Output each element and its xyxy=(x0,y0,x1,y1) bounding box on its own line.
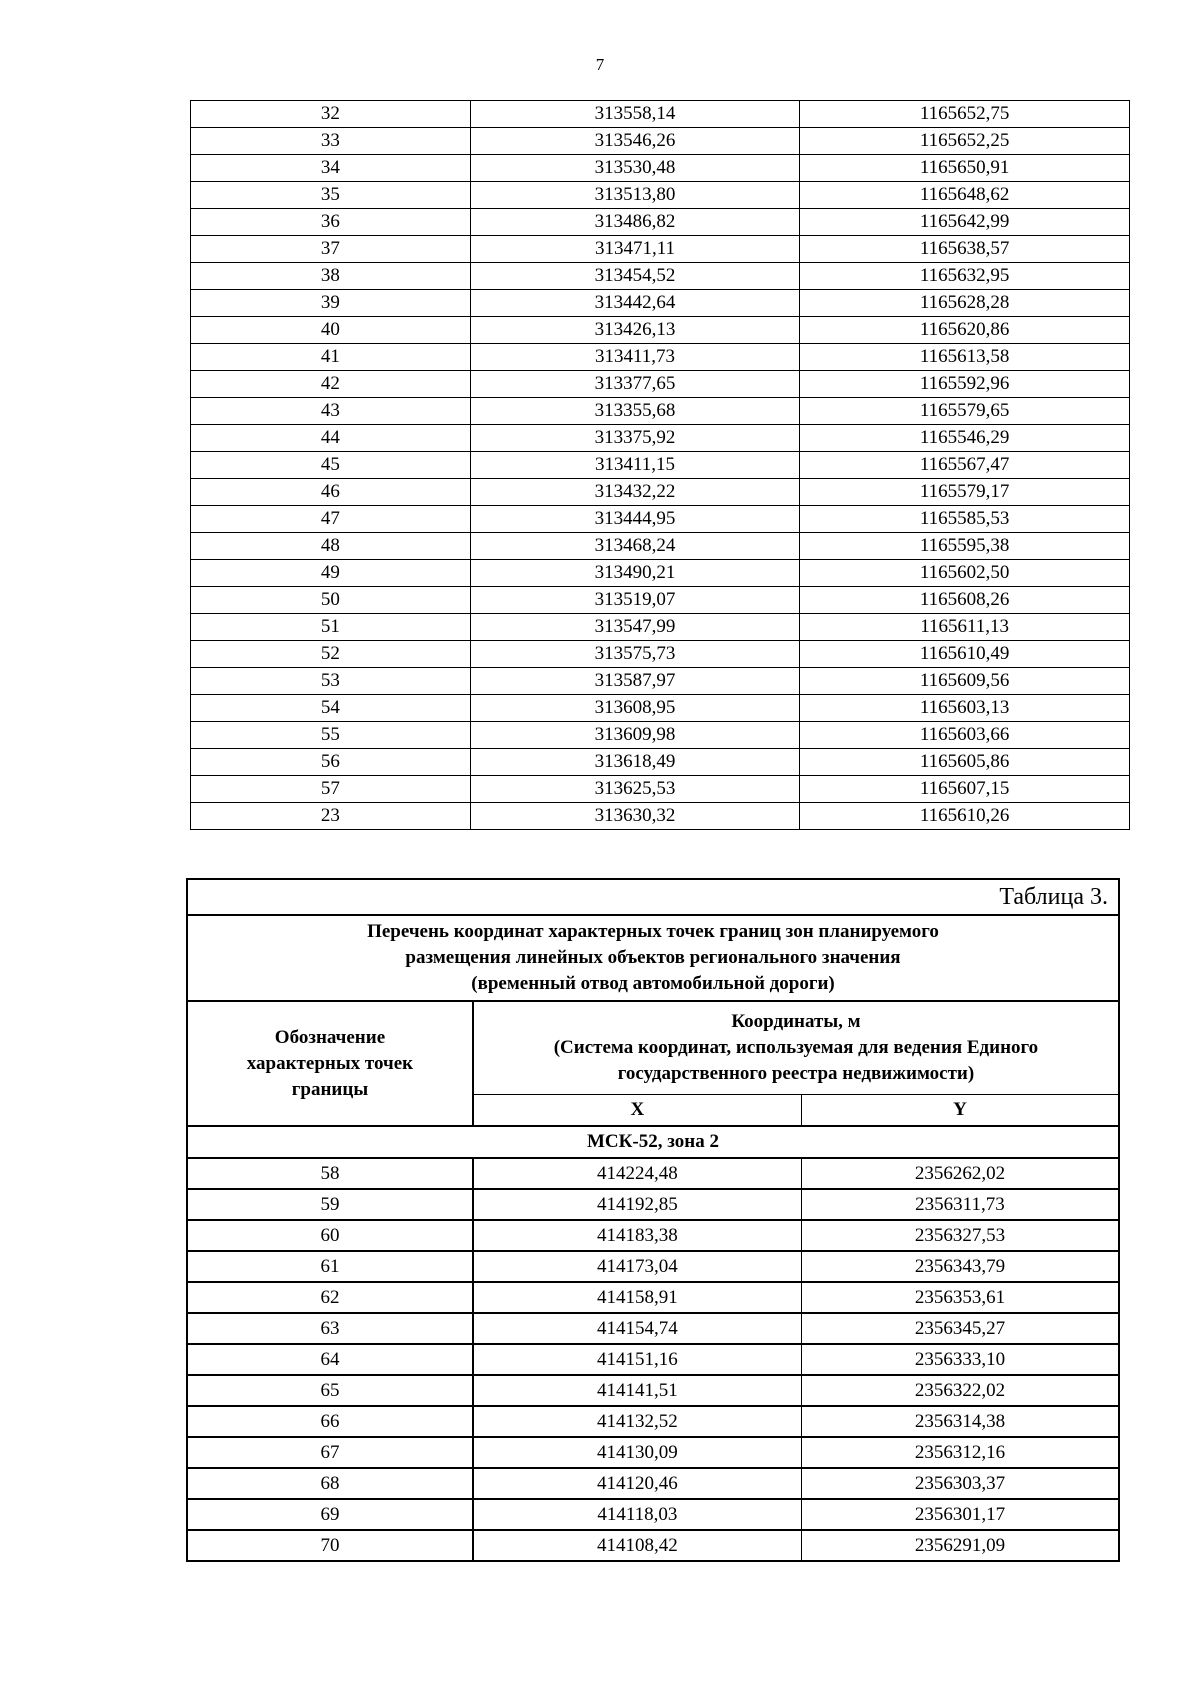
cell-x: 313530,48 xyxy=(470,155,800,182)
header-line: Координаты, м xyxy=(731,1011,861,1032)
cell-point: 38 xyxy=(191,263,471,290)
cell-y: 2356327,53 xyxy=(801,1220,1119,1251)
cell-point: 69 xyxy=(187,1499,473,1530)
cell-point: 58 xyxy=(187,1158,473,1189)
table-row xyxy=(191,128,1130,155)
table-row xyxy=(187,1251,1119,1282)
table-3 xyxy=(186,878,1120,1562)
table-row xyxy=(191,803,1130,830)
cell-x: 414183,38 xyxy=(473,1220,801,1251)
table-row xyxy=(187,1282,1119,1313)
table-row xyxy=(187,1406,1119,1437)
table-row xyxy=(191,668,1130,695)
table-row xyxy=(191,506,1130,533)
header-line: государственного реестра недвижимости) xyxy=(617,1063,975,1084)
header-line: Обозначение xyxy=(274,1026,386,1048)
cell-point: 57 xyxy=(191,776,471,803)
cell-point: 63 xyxy=(187,1313,473,1344)
cell-point: 70 xyxy=(187,1530,473,1561)
cell-point: 61 xyxy=(187,1251,473,1282)
table-row xyxy=(191,533,1130,560)
cell-point: 36 xyxy=(191,209,471,236)
table-row xyxy=(191,722,1130,749)
column-y-header: Y xyxy=(801,1095,1119,1127)
cell-y: 2356314,38 xyxy=(801,1406,1119,1437)
cell-point: 41 xyxy=(191,344,471,371)
cell-point: 50 xyxy=(191,587,471,614)
cell-x: 414141,51 xyxy=(473,1375,801,1406)
table-title-line: размещения линейных объектов регионального значения xyxy=(405,947,901,968)
table-title xyxy=(187,915,1119,1001)
table-row xyxy=(191,425,1130,452)
cell-point: 34 xyxy=(191,155,471,182)
cell-point: 67 xyxy=(187,1437,473,1468)
cell-x: 313355,68 xyxy=(470,398,800,425)
cell-point: 32 xyxy=(191,101,471,128)
cell-x: 414108,42 xyxy=(473,1530,801,1561)
table-row xyxy=(187,1437,1119,1468)
cell-y: 1165628,28 xyxy=(800,290,1130,317)
cell-y: 1165652,75 xyxy=(800,101,1130,128)
coordinates-table-body xyxy=(191,101,1130,830)
cell-x: 414120,46 xyxy=(473,1468,801,1499)
cell-x: 313546,26 xyxy=(470,128,800,155)
table-row xyxy=(191,263,1130,290)
cell-y: 1165546,29 xyxy=(800,425,1130,452)
cell-point: 49 xyxy=(191,560,471,587)
page-number: 7 xyxy=(595,55,605,74)
cell-x: 313411,73 xyxy=(470,344,800,371)
cell-y: 1165609,56 xyxy=(800,668,1130,695)
cell-point: 23 xyxy=(191,803,471,830)
cell-point: 39 xyxy=(191,290,471,317)
cell-point: 52 xyxy=(191,641,471,668)
cell-y: 1165620,86 xyxy=(800,317,1130,344)
cell-x: 313490,21 xyxy=(470,560,800,587)
cell-point: 55 xyxy=(191,722,471,749)
cell-point: 64 xyxy=(187,1344,473,1375)
cell-y: 2356343,79 xyxy=(801,1251,1119,1282)
cell-y: 1165638,57 xyxy=(800,236,1130,263)
cell-y: 1165592,96 xyxy=(800,371,1130,398)
cell-x: 313411,15 xyxy=(470,452,800,479)
column-x-header: X xyxy=(473,1095,801,1127)
table-row xyxy=(191,749,1130,776)
cell-x: 313625,53 xyxy=(470,776,800,803)
cell-y: 2356345,27 xyxy=(801,1313,1119,1344)
cell-y: 1165610,26 xyxy=(800,803,1130,830)
table-title-line: Перечень координат характерных точек границ зон планируемого xyxy=(367,921,939,942)
table-row xyxy=(191,776,1130,803)
cell-y: 1165642,99 xyxy=(800,209,1130,236)
cell-x: 414154,74 xyxy=(473,1313,801,1344)
cell-x: 414130,09 xyxy=(473,1437,801,1468)
table-row xyxy=(187,1220,1119,1251)
cell-y: 1165648,62 xyxy=(800,182,1130,209)
cell-x: 313377,65 xyxy=(470,371,800,398)
cell-x: 414192,85 xyxy=(473,1189,801,1220)
cell-point: 68 xyxy=(187,1468,473,1499)
cell-x: 313454,52 xyxy=(470,263,800,290)
cell-point: 62 xyxy=(187,1282,473,1313)
cell-x: 313471,11 xyxy=(470,236,800,263)
table-row xyxy=(191,587,1130,614)
cell-y: 1165611,13 xyxy=(800,614,1130,641)
cell-x: 313575,73 xyxy=(470,641,800,668)
table-row xyxy=(191,317,1130,344)
table-title-line: (временный отвод автомобильной дороги) xyxy=(471,973,835,994)
table-row xyxy=(187,1375,1119,1406)
cell-x: 313375,92 xyxy=(470,425,800,452)
table-row xyxy=(187,1189,1119,1220)
coordinate-zone-label: МСК-52, зона 2 xyxy=(187,1126,1119,1158)
cell-y: 1165610,49 xyxy=(800,641,1130,668)
cell-y: 1165632,95 xyxy=(800,263,1130,290)
cell-point: 40 xyxy=(191,317,471,344)
cell-y: 1165579,65 xyxy=(800,398,1130,425)
cell-y: 1165579,17 xyxy=(800,479,1130,506)
cell-point: 33 xyxy=(191,128,471,155)
table-row xyxy=(187,1468,1119,1499)
cell-y: 2356303,37 xyxy=(801,1468,1119,1499)
cell-x: 313519,07 xyxy=(470,587,800,614)
cell-y: 2356311,73 xyxy=(801,1189,1119,1220)
table-row xyxy=(191,236,1130,263)
coordinates-header xyxy=(473,1001,1119,1095)
table-row xyxy=(187,1499,1119,1530)
cell-y: 1165652,25 xyxy=(800,128,1130,155)
header-line: (Система координат, используемая для ведения Единого xyxy=(553,1037,1039,1058)
cell-y: 1165567,47 xyxy=(800,452,1130,479)
cell-y: 2356301,17 xyxy=(801,1499,1119,1530)
table-row xyxy=(187,1313,1119,1344)
cell-x: 414151,16 xyxy=(473,1344,801,1375)
cell-point: 60 xyxy=(187,1220,473,1251)
cell-x: 414224,48 xyxy=(473,1158,801,1189)
cell-x: 313609,98 xyxy=(470,722,800,749)
header-line: характерных точек xyxy=(246,1052,414,1074)
table-row xyxy=(191,344,1130,371)
table-row xyxy=(191,371,1130,398)
table-row xyxy=(191,290,1130,317)
cell-x: 313426,13 xyxy=(470,317,800,344)
table-row xyxy=(187,1344,1119,1375)
cell-x: 313444,95 xyxy=(470,506,800,533)
cell-y: 2356322,02 xyxy=(801,1375,1119,1406)
coordinates-table-continued xyxy=(190,100,1130,830)
cell-x: 313608,95 xyxy=(470,695,800,722)
cell-y: 2356333,10 xyxy=(801,1344,1119,1375)
cell-x: 313486,82 xyxy=(470,209,800,236)
table-row xyxy=(187,1158,1119,1189)
table-row xyxy=(191,101,1130,128)
cell-point: 66 xyxy=(187,1406,473,1437)
table-row xyxy=(191,614,1130,641)
cell-point: 35 xyxy=(191,182,471,209)
table-row xyxy=(191,695,1130,722)
cell-x: 313630,32 xyxy=(470,803,800,830)
cell-point: 48 xyxy=(191,533,471,560)
cell-y: 2356262,02 xyxy=(801,1158,1119,1189)
cell-x: 313587,97 xyxy=(470,668,800,695)
header-line: границы xyxy=(291,1078,369,1100)
cell-point: 46 xyxy=(191,479,471,506)
cell-y: 1165650,91 xyxy=(800,155,1130,182)
cell-point: 44 xyxy=(191,425,471,452)
table-row xyxy=(191,641,1130,668)
table-row xyxy=(191,155,1130,182)
cell-y: 1165602,50 xyxy=(800,560,1130,587)
cell-point: 51 xyxy=(191,614,471,641)
cell-y: 1165608,26 xyxy=(800,587,1130,614)
cell-y: 2356353,61 xyxy=(801,1282,1119,1313)
cell-y: 1165595,38 xyxy=(800,533,1130,560)
cell-point: 59 xyxy=(187,1189,473,1220)
cell-y: 1165585,53 xyxy=(800,506,1130,533)
cell-y: 1165605,86 xyxy=(800,749,1130,776)
cell-point: 54 xyxy=(191,695,471,722)
cell-y: 2356312,16 xyxy=(801,1437,1119,1468)
table-row xyxy=(191,398,1130,425)
cell-x: 313513,80 xyxy=(470,182,800,209)
cell-point: 56 xyxy=(191,749,471,776)
table-row xyxy=(191,182,1130,209)
table-row xyxy=(191,452,1130,479)
cell-point: 47 xyxy=(191,506,471,533)
cell-point: 43 xyxy=(191,398,471,425)
cell-x: 414118,03 xyxy=(473,1499,801,1530)
cell-y: 1165603,66 xyxy=(800,722,1130,749)
cell-y: 2356291,09 xyxy=(801,1530,1119,1561)
cell-x: 414158,91 xyxy=(473,1282,801,1313)
cell-point: 42 xyxy=(191,371,471,398)
cell-point: 65 xyxy=(187,1375,473,1406)
cell-x: 313618,49 xyxy=(470,749,800,776)
cell-x: 313558,14 xyxy=(470,101,800,128)
table-row xyxy=(191,560,1130,587)
table-caption: Таблица 3. xyxy=(187,879,1119,915)
table-row xyxy=(191,209,1130,236)
cell-x: 313442,64 xyxy=(470,290,800,317)
cell-point: 53 xyxy=(191,668,471,695)
table-row xyxy=(191,479,1130,506)
cell-y: 1165603,13 xyxy=(800,695,1130,722)
table-row xyxy=(187,1530,1119,1561)
cell-point: 45 xyxy=(191,452,471,479)
cell-point: 37 xyxy=(191,236,471,263)
cell-x: 414173,04 xyxy=(473,1251,801,1282)
cell-x: 313432,22 xyxy=(470,479,800,506)
cell-y: 1165613,58 xyxy=(800,344,1130,371)
point-designation-header xyxy=(187,1001,473,1126)
cell-x: 313468,24 xyxy=(470,533,800,560)
cell-x: 313547,99 xyxy=(470,614,800,641)
cell-y: 1165607,15 xyxy=(800,776,1130,803)
cell-x: 414132,52 xyxy=(473,1406,801,1437)
